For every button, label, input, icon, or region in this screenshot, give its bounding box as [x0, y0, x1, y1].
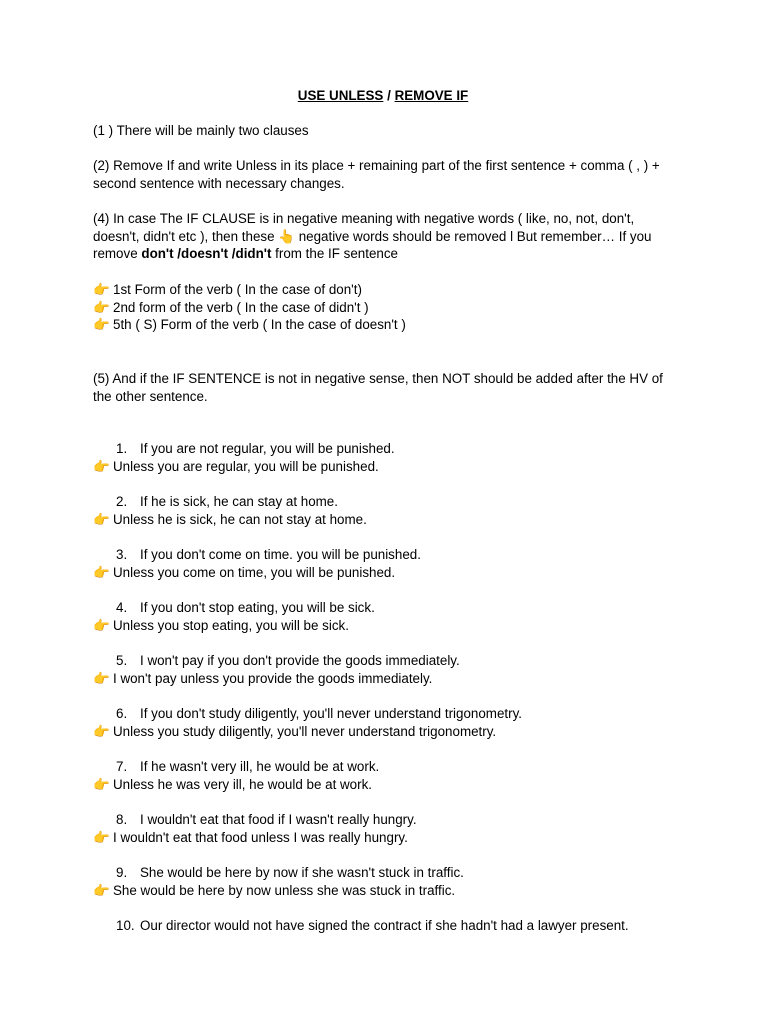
hand-pointing-right-icon: 👉: [93, 458, 110, 474]
rule-4-text-a: (4) In case The IF CLAUSE is in negative meaning with negative words ( like, no, not, don't, doesn't, didn't etc ), then these: [93, 211, 635, 244]
verb-form-text: 5th ( S) Form of the verb ( In the case of doesn't ): [113, 317, 406, 333]
hand-pointing-right-icon: 👉: [93, 882, 110, 898]
example-question: [93, 917, 713, 935]
title-separator: /: [387, 88, 391, 103]
example-question: [93, 546, 683, 564]
example-question-text: If you don't come on time. you will be punished.: [140, 547, 421, 562]
example-answer: [93, 723, 683, 741]
example-1: [93, 440, 683, 475]
verb-form-text: 2nd form of the verb ( In the case of didn't ): [113, 299, 369, 315]
example-8: [93, 811, 683, 846]
example-question: [93, 811, 683, 829]
example-question-text: I won't pay if you don't provide the goods immediately.: [140, 653, 460, 668]
example-question-text: If he is sick, he can stay at home.: [140, 494, 338, 509]
example-2: [93, 493, 683, 528]
example-10: [93, 917, 713, 935]
example-question-text: Our director would not have signed the contract if she hadn't had a lawyer present.: [140, 918, 629, 933]
example-answer: [93, 776, 683, 794]
example-answer-text: Unless he is sick, he can not stay at home.: [113, 511, 367, 527]
example-question: [93, 705, 683, 723]
example-question-text: I wouldn't eat that food if I wasn't really hungry.: [140, 812, 417, 827]
example-number: 6.: [116, 706, 128, 721]
hand-pointing-right-icon: 👉: [93, 723, 110, 739]
example-number: 3.: [116, 547, 128, 562]
example-question-text: If he wasn't very ill, he would be at work.: [140, 759, 380, 774]
example-number: 7.: [116, 759, 128, 774]
example-answer-text: She would be here by now unless she was stuck in traffic.: [113, 882, 456, 898]
rule-4-text-c: from the IF sentence: [275, 246, 398, 262]
verb-form-item: [93, 281, 683, 299]
example-number: 1.: [116, 441, 128, 456]
example-answer-text: Unless you stop eating, you will be sick.: [113, 617, 349, 633]
rule-4: [93, 210, 683, 263]
title-remove-if: REMOVE IF: [394, 88, 469, 103]
example-answer: [93, 617, 683, 635]
title-use-unless: USE UNLESS: [297, 88, 384, 103]
hand-pointing-right-icon: 👉: [93, 511, 110, 527]
example-question: [93, 864, 683, 882]
rule-5: (5) And if the IF SENTENCE is not in negative sense, then NOT should be added after the HV of the other sentence.: [93, 371, 663, 404]
document-title: [93, 87, 673, 105]
example-answer-text: I wouldn't eat that food unless I was really hungry.: [113, 829, 408, 845]
hand-pointing-right-icon: 👉: [93, 617, 110, 633]
example-answer: [93, 882, 683, 900]
example-number: 8.: [116, 812, 128, 827]
example-question-text: If you don't study diligently, you'll never understand trigonometry.: [140, 706, 522, 721]
pointing-up-icon: 👆: [278, 228, 295, 244]
example-number: 4.: [116, 600, 128, 615]
example-question-text: She would be here by now if she wasn't stuck in traffic.: [140, 865, 464, 880]
example-question: [93, 599, 683, 617]
example-5: [93, 652, 683, 687]
verb-form-list: [93, 281, 683, 334]
hand-pointing-right-icon: 👉: [93, 776, 110, 792]
hand-pointing-right-icon: 👉: [93, 299, 110, 315]
example-3: [93, 546, 683, 581]
example-7: [93, 758, 683, 793]
rule-4-text-b: negative words should be removed l But remember… If you remove: [93, 228, 652, 262]
example-question: [93, 493, 683, 511]
verb-form-text: 1st Form of the verb ( In the case of don't): [113, 282, 362, 297]
example-number: 2.: [116, 494, 128, 509]
verb-form-item: [93, 299, 683, 317]
hand-pointing-right-icon: 👉: [93, 282, 110, 297]
example-answer-text: Unless you study diligently, you'll never understand trigonometry.: [113, 723, 497, 739]
example-answer: [93, 670, 683, 688]
example-question: [93, 440, 683, 458]
example-number: 10.: [116, 918, 135, 933]
hand-pointing-right-icon: 👉: [93, 829, 110, 845]
example-answer-text: I won't pay unless you provide the goods immediately.: [113, 670, 433, 686]
example-answer: [93, 511, 683, 529]
verb-form-item: [93, 316, 683, 334]
example-answer: [93, 458, 683, 476]
example-question: [93, 758, 683, 776]
example-answer: [93, 829, 683, 847]
example-4: [93, 599, 683, 634]
hand-pointing-right-icon: 👉: [93, 670, 110, 686]
hand-pointing-right-icon: 👉: [93, 317, 110, 333]
example-answer: [93, 564, 683, 582]
example-answer-text: Unless you come on time, you will be punished.: [113, 564, 396, 580]
example-9: [93, 864, 683, 899]
example-6: [93, 705, 683, 740]
example-answer-text: Unless he was very ill, he would be at work.: [113, 776, 372, 792]
example-question-text: If you are not regular, you will be punished.: [140, 441, 395, 456]
rule-4-bold-words: don't /doesn't /didn't: [141, 246, 272, 262]
example-question-text: If you don't stop eating, you will be sick.: [140, 600, 375, 615]
example-number: 5.: [116, 653, 128, 668]
hand-pointing-right-icon: 👉: [93, 564, 110, 580]
example-answer-text: Unless you are regular, you will be punished.: [113, 458, 379, 474]
example-number: 9.: [116, 865, 128, 880]
example-question: [93, 652, 683, 670]
rule-2: (2) Remove If and write Unless in its place + remaining part of the first sentence + comma ( , ) + second sentence with necessary changes.: [93, 158, 660, 191]
rule-1: (1 ) There will be mainly two clauses: [93, 123, 309, 138]
